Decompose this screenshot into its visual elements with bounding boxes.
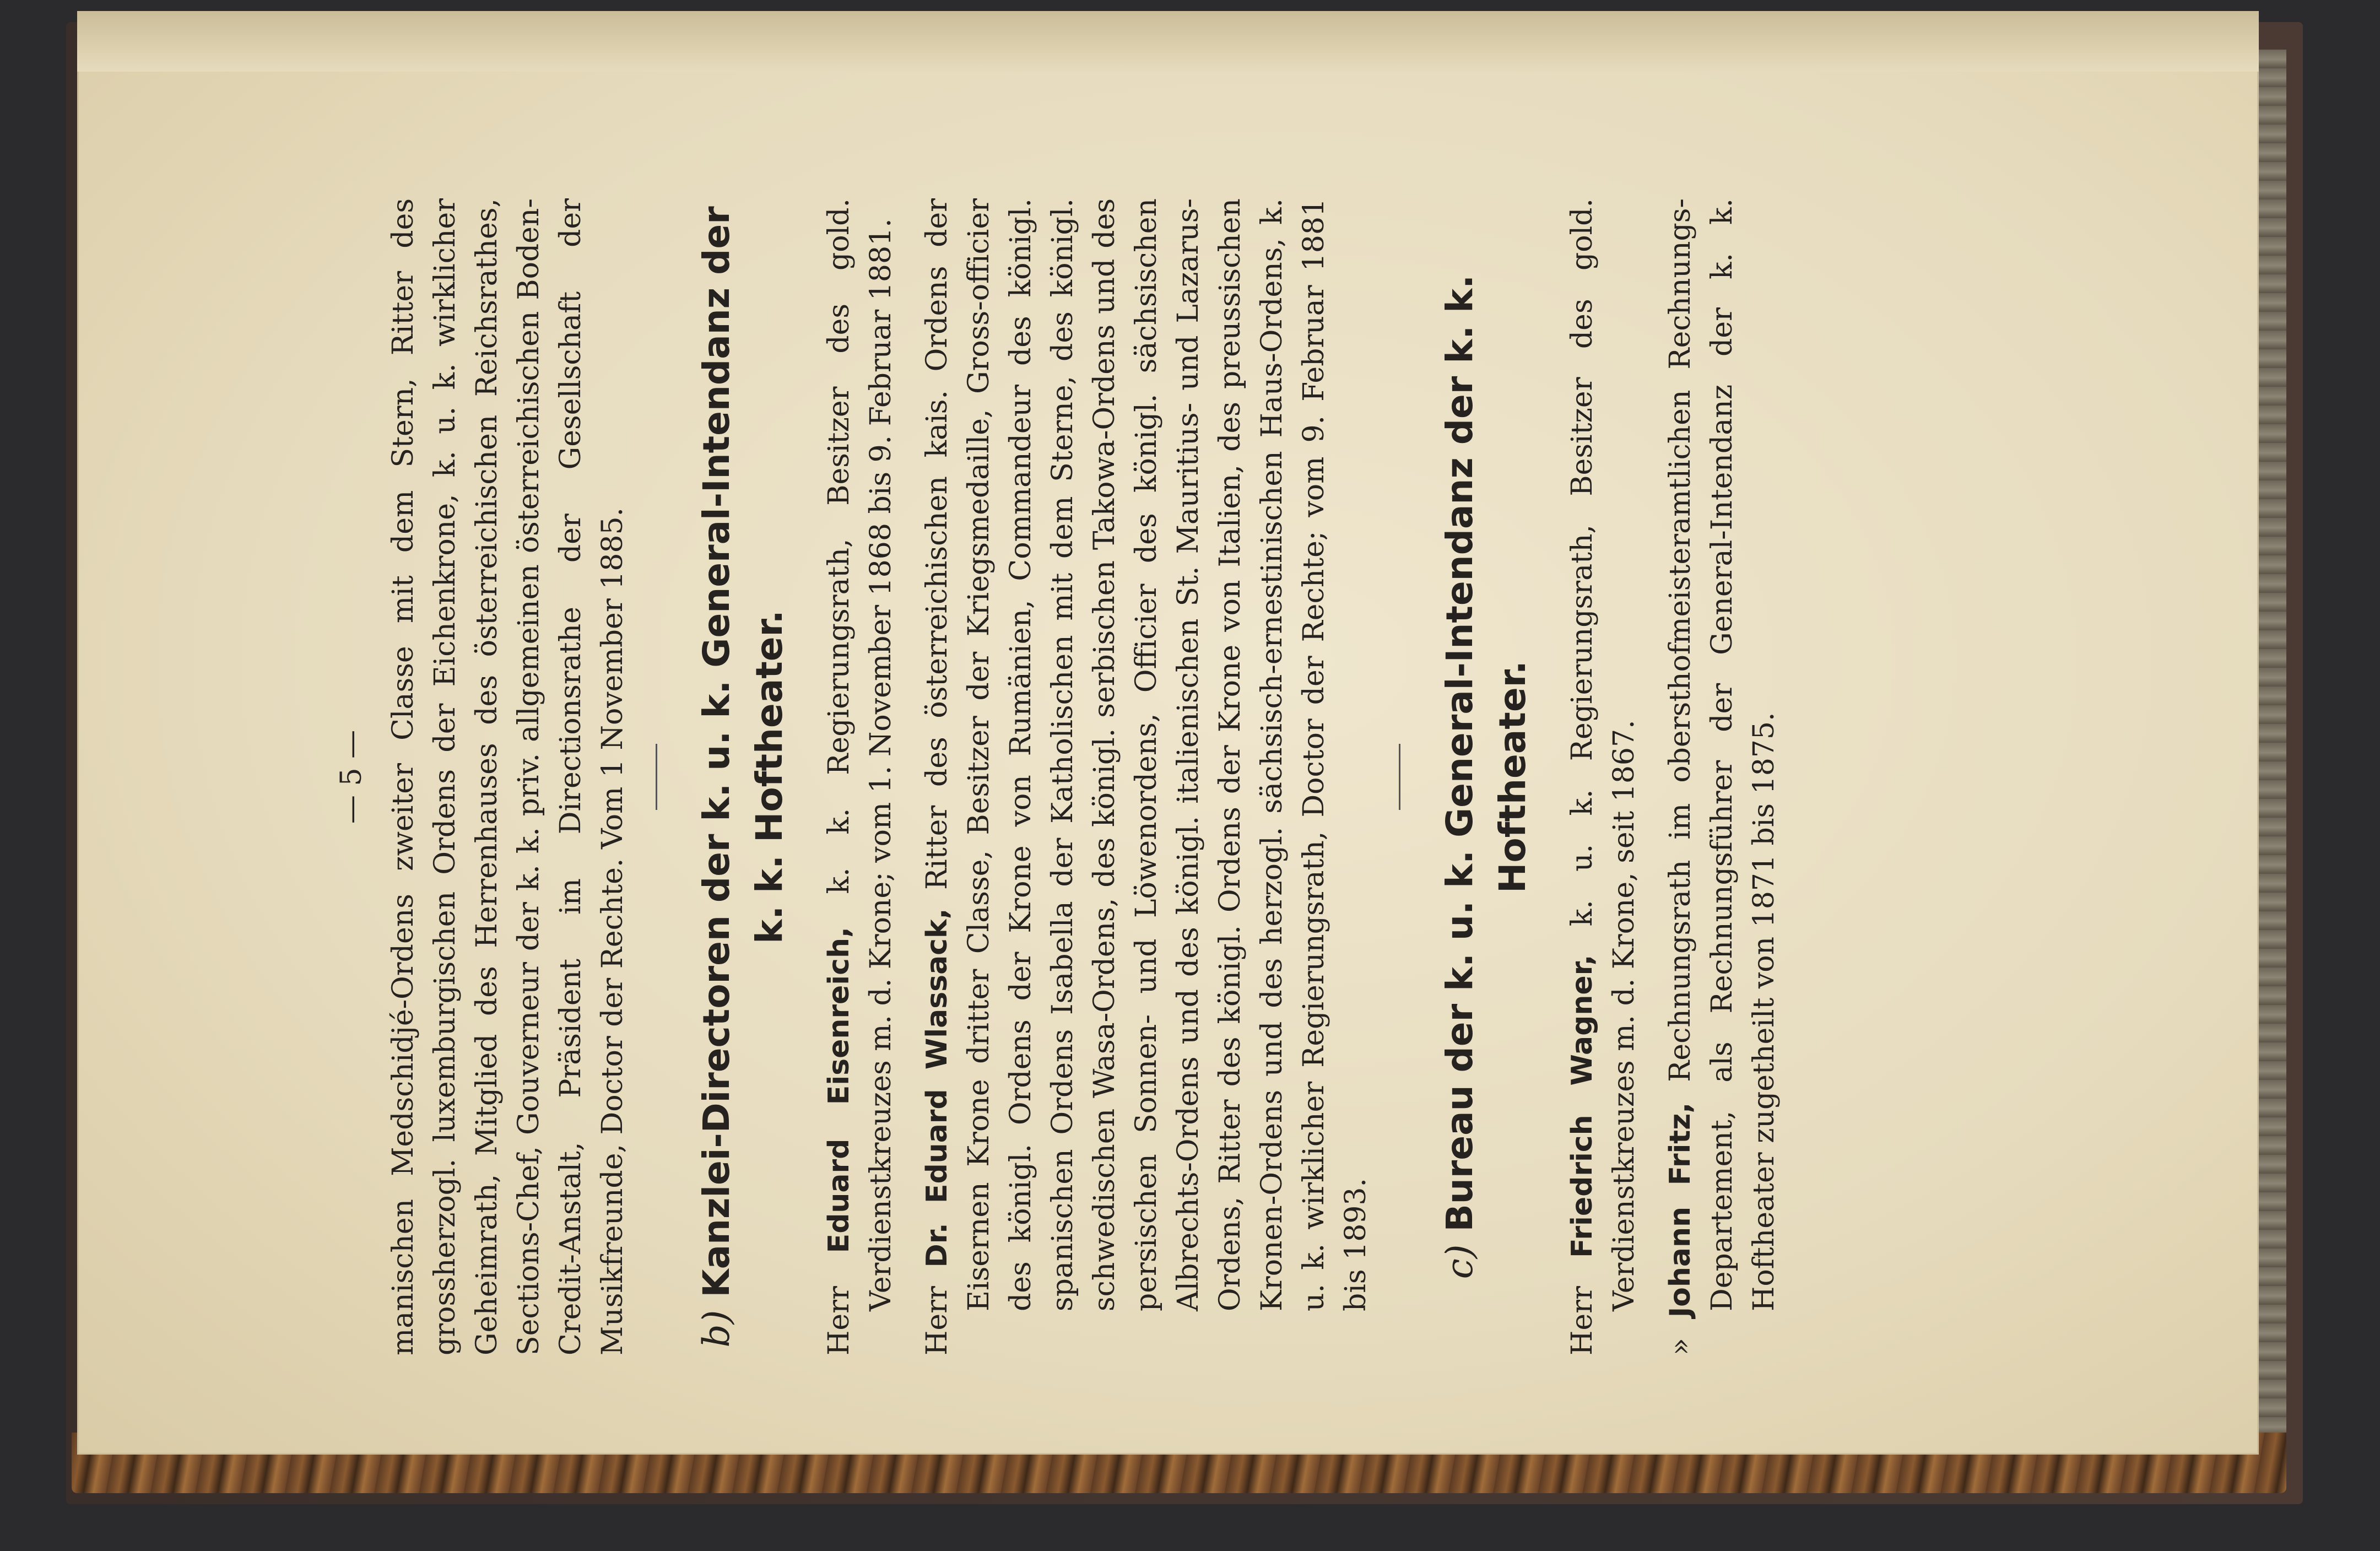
- entry-prefix: Herr: [823, 1286, 856, 1355]
- entry-prefix: Herr: [921, 1286, 954, 1355]
- entry-text: k. u. k. Regierungsrath, Besitzer des gold. Verdienstkreuzes m. d. Krone, seit 1867.: [1566, 198, 1641, 1311]
- entry-name: Eduard Eisenreich,: [823, 927, 856, 1253]
- divider: [656, 744, 657, 810]
- section-b-heading: [690, 198, 796, 1355]
- entry-text: k. k. Regierungsrath, Besitzer des gold. Verdienstkreuzes m. d. Krone; vom 1. November 1868 bis 9. Februar 1881.: [823, 198, 897, 1311]
- intro-paragraph: manischen Medschidjé-Ordens zweiter Classe mit dem Stern, Ritter des grossherzogl. luxemburgischen Ordens der Eichenkrone, k. u. k. wirklicher Geheimrath, Mitglied des Herrenhauses des österreichischen Reichsrathes, Sections-Chef, Gouverneur der k. k. priv. allgemeinen österreichischen Boden-Credit-Anstalt, Präsident im Directionsrathe der Gesellschaft der Musikfreunde, Doctor der Rechte. Vom 1 November 1885.: [387, 198, 629, 1355]
- entry-fritz: [1659, 198, 1785, 1355]
- entry-name: Johann Fritz,: [1664, 1102, 1697, 1318]
- entry-name: Friedrich Wagner,: [1566, 954, 1599, 1258]
- section-c-heading: [1434, 198, 1539, 1355]
- entry-text: Rechnungsrath im obersthofmeisteramtlichen Rechnungs-Departement, als Rechnungsführer der General-Intendanz der k. k. Hoftheater zugetheilt von 1871 bis 1875.: [1664, 198, 1781, 1311]
- section-c-title: Bureau der k. u. k. General-Intendanz der k. k. Hoftheater.: [1438, 274, 1534, 1232]
- entry-name: Dr. Eduard Wlassack,: [921, 908, 954, 1268]
- section-b-letter: b): [695, 1310, 738, 1348]
- page-gutter: [77, 11, 2259, 72]
- entry-prefix: »: [1664, 1338, 1697, 1355]
- section-c-letter: c): [1438, 1244, 1481, 1279]
- entry-eisenreich: [818, 198, 902, 1355]
- entry-prefix: Herr: [1566, 1286, 1599, 1355]
- entry-wagner: [1561, 198, 1645, 1355]
- divider: [1399, 744, 1400, 810]
- entry-wlassack: [916, 198, 1377, 1355]
- page-number: — 5 —: [335, 729, 368, 824]
- page-content: [331, 198, 1799, 1355]
- entry-text: Ritter des österreichischen kais. Ordens der Eisernen Krone dritter Classe, Besitzer der Kriegsmedaille, Gross-officier des königl. Ordens der Krone von Rumänien, Commandeur des königl. spanischen Ordens Isabella der Katholischen mit dem Sterne, des königl. schwedischen Wasa-Ordens, des königl. serbischen Takowa-Ordens und des persischen Sonnen- und Löwenordens, Officier des königl. sächsischen Albrechts-Ordens und des königl. italienischen St. Mauritius- und Lazarus-Ordens, Ritter des königl. Ordens der Krone von Italien, des preussischen Kronen-Ordens und des herzogl. sächsisch-ernestinischen Haus-Ordens, k. u. k. wirklicher Regierungsrath, Doctor der Rechte; vom 9. Februar 1881 bis 1893.: [921, 198, 1372, 1311]
- section-b-title: Kanzlei-Directoren der k. u. k. General-Intendanz der k. k. Hoftheater.: [695, 206, 791, 1298]
